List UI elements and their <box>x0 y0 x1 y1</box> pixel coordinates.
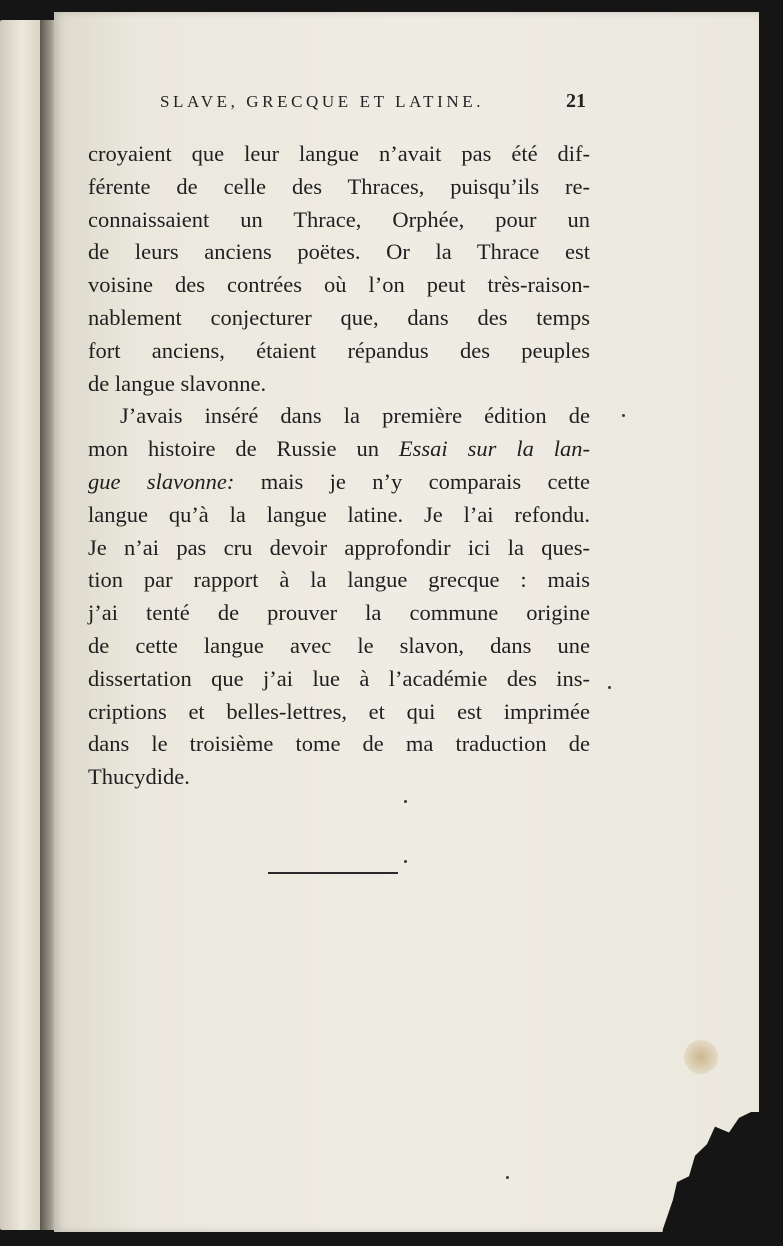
book-title-italic: gue slavonne: <box>88 468 235 494</box>
text-line: tion par rapport à la langue grecque : mais <box>88 567 590 593</box>
text-line-with-title <box>88 466 590 499</box>
text-line: j’ai tenté de prouver la commune origine <box>88 600 590 626</box>
text-line: férente de celle des Thraces, puisqu’ils re- <box>88 173 590 199</box>
book-title-italic: Essai sur la lan- <box>398 436 590 462</box>
running-head: SLAVE, GRECQUE ET LATINE. <box>160 92 485 111</box>
paper-speck <box>622 414 625 417</box>
paper-speck <box>404 800 407 803</box>
left-page-edge <box>0 20 43 1230</box>
text-line: voisine des contrées où l’on peut très-raison- <box>88 272 590 298</box>
text-line: croyaient que leur langue n’avait pas été dif- <box>88 141 590 166</box>
text-line: Je n’ai pas cru devoir approfondir ici la ques- <box>88 534 590 560</box>
text-line: de leurs anciens poëtes. Or la Thrace est <box>88 239 590 265</box>
torn-corner <box>659 1112 759 1246</box>
text-line: de langue slavonne. <box>88 370 267 396</box>
text-line: langue qu’à la langue latine. Je l’ai refondu. <box>88 501 590 527</box>
text-line: J’avais inséré dans la première édition de <box>120 403 590 429</box>
paper-speck <box>506 1176 509 1179</box>
foxing-stain <box>684 1040 718 1074</box>
text-segment: mon histoire de Russie un <box>88 436 399 462</box>
text-line: Thucydide. <box>88 764 190 790</box>
body-text <box>88 138 590 794</box>
text-segment: mais je n’y comparais cette <box>234 468 590 494</box>
page-number: 21 <box>566 90 586 112</box>
text-line: dissertation que j’ai lue à l’académie des ins- <box>88 665 590 691</box>
text-line-with-title <box>88 433 590 466</box>
text-line: connaissaient un Thrace, Orphée, pour un <box>88 206 590 232</box>
paper-speck <box>404 860 407 863</box>
text-line: de cette langue avec le slavon, dans une <box>88 632 590 658</box>
text-line: criptions et belles-lettres, et qui est imprimée <box>88 698 590 724</box>
paper-speck <box>608 686 611 689</box>
text-line: nablement conjecturer que, dans des temps <box>88 304 590 330</box>
text-line: dans le troisième tome de ma traduction de <box>88 731 590 757</box>
text-line: fort anciens, étaient répandus des peuples <box>88 337 590 363</box>
section-end-rule <box>268 872 398 874</box>
